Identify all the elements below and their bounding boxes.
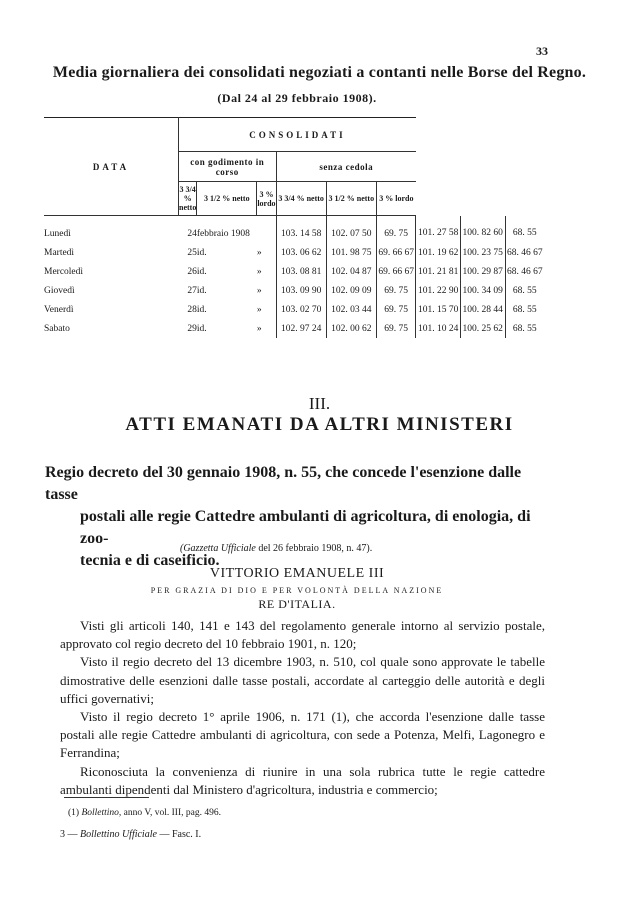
row-day: Mercoledì — [44, 266, 84, 277]
footnote — [68, 808, 221, 818]
row-value: 68. 55 — [512, 285, 537, 296]
row-value: 102. 97 24 — [276, 319, 326, 338]
row-value: 103. 09 90 — [276, 281, 326, 300]
column-header: 3 % lordo — [257, 182, 276, 216]
row-value: 69. 75 — [376, 319, 415, 338]
section-number: III. — [308, 394, 331, 413]
row-value: 102. 07 50 — [326, 216, 376, 244]
footer-fascicle: — Fasc. I. — [159, 829, 202, 840]
table-row — [44, 319, 544, 338]
row-value: 103. 08 81 — [276, 262, 326, 281]
table-row — [44, 281, 544, 300]
row-month: id. — [196, 247, 207, 258]
decree-title — [45, 462, 545, 572]
page-footer — [60, 829, 201, 840]
gazzetta-reference — [180, 543, 372, 554]
row-value: 101. 22 90 — [416, 281, 461, 300]
table-row — [44, 216, 544, 244]
body-paragraph: Visto il regio decreto del 13 dicembre 1903, n. 510, col quale sono approvate le tabelle dimostrative delle esenzioni dalle tasse postali, accordate al carteggio delle autorità e degli uffici governativi; — [60, 654, 545, 706]
consolidati-table — [44, 117, 544, 338]
footer-number: 3 — — [60, 829, 78, 840]
row-value: 68. 55 — [512, 323, 537, 334]
column-header: 3 % lordo — [376, 182, 415, 216]
row-value: 100. 34 09 — [460, 281, 505, 300]
row-mark: » — [257, 243, 276, 262]
table-title: Media giornaliera dei consolidati negoziati a contanti nelle Borse del Regno. — [52, 64, 587, 81]
row-month: id. — [196, 285, 207, 296]
row-value: 69. 75 — [376, 281, 415, 300]
footnote-source: Bollettino, — [81, 808, 122, 818]
row-value: 100. 25 62 — [460, 319, 505, 338]
data-column-header: DATA — [44, 118, 179, 216]
row-value: 68. 46 67 — [506, 266, 543, 277]
gazzetta-source: (Gazzetta Ufficiale — [180, 543, 256, 554]
row-value: 100. 23 75 — [460, 243, 505, 262]
body-paragraph: Visto il regio decreto 1° aprile 1906, n. 171 (1), che accorda l'esenzione dalle tasse postali alle regie Cattedre ambulanti di agricoltura, con sede a Potenza, Melfi, Lagonegro e Ferrandina; — [60, 709, 545, 761]
row-value: 68. 55 — [512, 228, 537, 239]
row-value: 103. 02 70 — [276, 300, 326, 319]
table-subtitle: (Dal 24 al 29 febbraio 1908). — [217, 91, 377, 105]
row-day: Martedì — [44, 247, 75, 258]
table-row — [44, 300, 544, 319]
footnote-details: anno V, vol. III, pag. 496. — [123, 808, 221, 818]
row-value: 101. 10 24 — [416, 319, 461, 338]
row-day: Sabato — [44, 323, 70, 334]
decree-title-line: tecnia e di caseificio. — [80, 552, 220, 569]
row-month: id. — [196, 304, 207, 315]
row-value: 100. 28 44 — [460, 300, 505, 319]
row-day-number: 27 — [187, 285, 197, 296]
row-month: id. — [196, 266, 207, 277]
row-mark: » — [257, 300, 276, 319]
row-day-number: 28 — [187, 304, 197, 315]
row-value: 101. 19 62 — [416, 243, 461, 262]
column-header: 3 3/4 % netto — [179, 182, 197, 216]
consolidati-group-header: CONSOLIDATI — [179, 118, 416, 152]
row-day: Giovedì — [44, 285, 75, 296]
column-header: 3 3/4 % netto — [276, 182, 326, 216]
row-month: id. — [196, 323, 207, 334]
king-name: VITTORIO EMANUELE III — [209, 566, 385, 581]
body-paragraph: Visti gli articoli 140, 141 e 143 del regolamento generale intorno al servizio postale, approvato col regio decreto del 10 febbraio 1901, n. 120; — [60, 618, 545, 652]
section-title: ATTI EMANATI DA ALTRI MINISTERI — [125, 414, 514, 435]
row-value: 69. 66 67 — [376, 262, 415, 281]
footnote-divider — [64, 797, 149, 798]
row-value: 103. 14 58 — [276, 216, 326, 244]
senza-cedola-header: senza cedola — [276, 152, 416, 182]
row-day: Venerdì — [44, 304, 74, 315]
row-value: 102. 00 62 — [326, 319, 376, 338]
row-value: 102. 03 44 — [326, 300, 376, 319]
body-paragraph: Riconosciuta la convenienza di riunire in una sola rubrica tutte le regie cattedre ambulanti dipendenti dal Ministero d'agricoltura, industria e commercio; — [60, 763, 545, 797]
decree-title-line: Regio decreto del 30 gennaio 1908, n. 55, che concede l'esenzione dalle tasse — [45, 464, 522, 503]
row-value: 69. 75 — [376, 216, 415, 244]
gazzetta-details: del 26 febbraio 1908, n. 47). — [258, 543, 373, 554]
table-row — [44, 262, 544, 281]
page-number: 33 — [536, 44, 548, 58]
row-day-number: 25 — [187, 247, 197, 258]
row-day-number: 29 — [187, 323, 197, 334]
row-month: febbraio 1908 — [196, 228, 250, 239]
row-mark: » — [257, 262, 276, 281]
row-value: 102. 09 09 — [326, 281, 376, 300]
row-mark — [257, 216, 276, 244]
decree-title-line: postali alle regie Cattedre ambulanti di agricoltura, di enologia, di zoo- — [80, 508, 531, 547]
row-value: 100. 29 87 — [460, 262, 505, 281]
column-header: 3 1/2 % netto — [197, 182, 257, 216]
column-header: 3 1/2 % netto — [326, 182, 376, 216]
footer-source: Bollettino Ufficiale — [80, 829, 157, 840]
con-godimento-header: con godimento in corso — [179, 152, 277, 182]
table-row — [44, 243, 544, 262]
footnote-marker: (1) — [68, 808, 80, 818]
row-value: 69. 75 — [376, 300, 415, 319]
row-value: 101. 15 70 — [416, 300, 461, 319]
row-value: 68. 46 67 — [506, 247, 543, 258]
row-mark: » — [257, 319, 276, 338]
decree-body — [60, 617, 545, 799]
king-title: RE D'ITALIA. — [258, 597, 336, 611]
row-value: 101. 98 75 — [326, 243, 376, 262]
row-day-number: 26 — [187, 266, 197, 277]
row-day-number: 24 — [187, 228, 197, 239]
row-day: Lunedì — [44, 228, 71, 239]
row-mark: » — [257, 281, 276, 300]
row-value: 103. 06 62 — [276, 243, 326, 262]
row-value: 69. 66 67 — [376, 243, 415, 262]
row-value: 101. 27 58 — [416, 216, 461, 244]
row-value: 100. 82 60 — [460, 216, 505, 244]
by-grace-line: PER GRAZIA DI DIO E PER VOLONTÀ DELLA NAZIONE — [150, 586, 444, 595]
row-value: 101. 21 81 — [416, 262, 461, 281]
row-value: 102. 04 87 — [326, 262, 376, 281]
row-value: 68. 55 — [512, 304, 537, 315]
